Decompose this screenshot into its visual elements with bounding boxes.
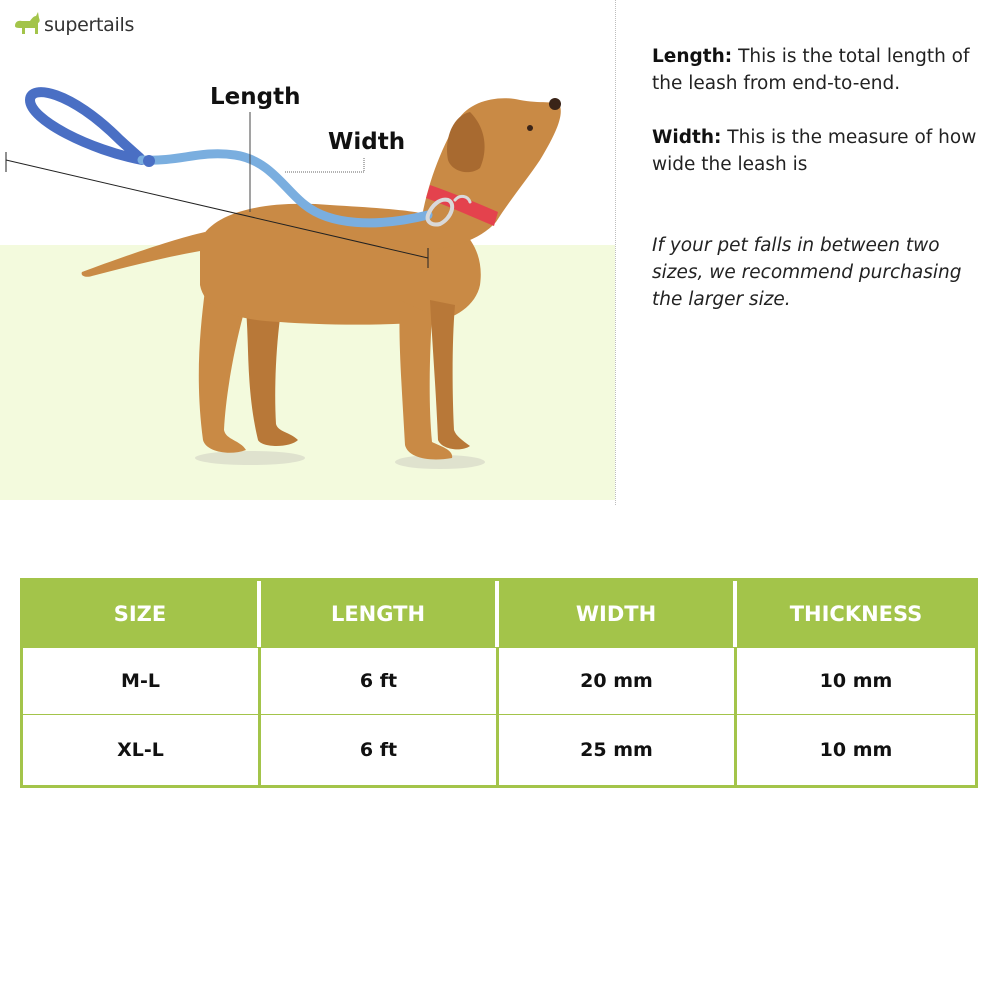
product-illustration-panel — [0, 0, 615, 500]
dog-leash-illustration — [0, 0, 615, 500]
dog-illustration — [82, 98, 561, 459]
table-row — [23, 647, 975, 714]
width-term: Width: — [652, 127, 722, 148]
width-callout-label: Width — [328, 129, 406, 155]
cell-length: 6 ft — [261, 714, 499, 785]
dog-logo-icon — [12, 10, 42, 40]
length-description: This is the total length of the leash from end-to-end. — [652, 46, 970, 94]
cell-size: XL-L — [23, 714, 261, 785]
length-callout-label: Length — [210, 84, 301, 110]
length-term: Length: — [652, 46, 733, 67]
size-recommendation-note: If your pet falls in between two sizes, we recommend purchasing the larger size. — [652, 235, 962, 310]
header-size: SIZE — [23, 581, 261, 647]
length-definition — [652, 43, 982, 97]
brand-logo — [12, 10, 134, 40]
table-header-row — [23, 581, 975, 647]
measurement-info — [652, 43, 982, 340]
cell-length: 6 ft — [261, 647, 499, 714]
cell-width: 25 mm — [499, 714, 737, 785]
section-divider — [615, 0, 616, 505]
size-chart-table — [20, 578, 978, 788]
header-width: WIDTH — [499, 581, 737, 647]
brand-name: supertails — [44, 14, 135, 36]
width-definition — [652, 124, 982, 178]
cell-thickness: 10 mm — [737, 714, 975, 785]
table-row — [23, 714, 975, 785]
width-description: This is the measure of how wide the leash is — [652, 127, 977, 175]
cell-thickness: 10 mm — [737, 647, 975, 714]
cell-width: 20 mm — [499, 647, 737, 714]
cell-size: M-L — [23, 647, 261, 714]
header-thickness: THICKNESS — [737, 581, 975, 647]
header-length: LENGTH — [261, 581, 499, 647]
